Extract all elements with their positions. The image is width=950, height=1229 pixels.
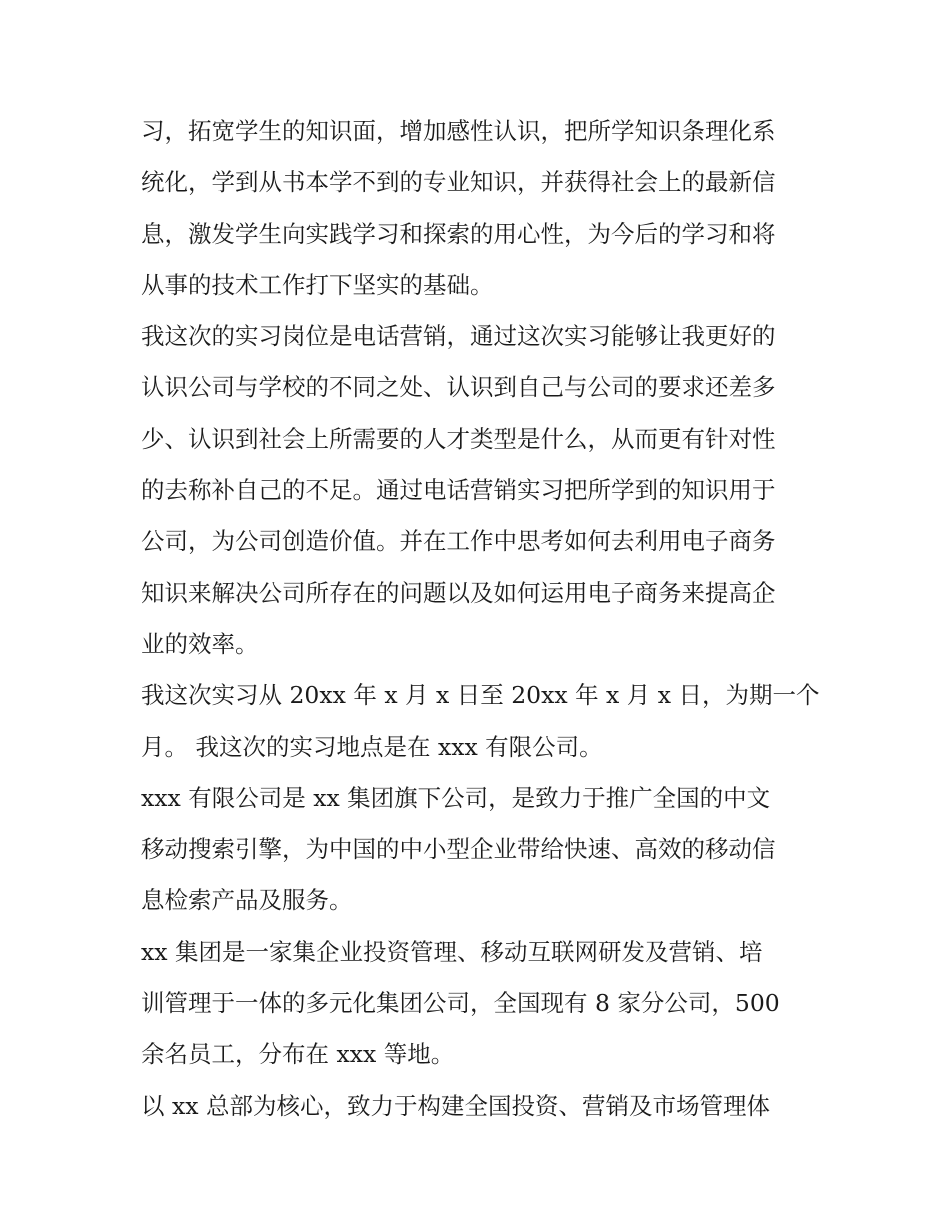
text-line-18: 训管理于一体的多元化集团公司，全国现有 8 家分公司，500 bbox=[141, 989, 780, 1018]
text-line-1: 习，拓宽学生的知识面，增加感性认识，把所学知识条理化系 bbox=[141, 117, 776, 145]
text-line-7: 少、认识到社会上所需要的人才类型是什么，从而更有针对性 bbox=[141, 424, 776, 453]
text-line-12: 我这次实习从 20xx 年 x 月 x 日至 20xx 年 x 月 x 日，为期一个 bbox=[141, 681, 820, 710]
text-line-17: xx 集团是一家集企业投资管理、移动互联网研发及营销、培 bbox=[141, 937, 763, 966]
document-body bbox=[141, 106, 821, 1132]
text-line-3: 息，激发学生向实践学习和探索的用心性，为今后的学习和将 bbox=[141, 219, 776, 248]
text-line-8: 的去称补自己的不足。通过电话营销实习把所学到的知识用于 bbox=[141, 476, 776, 505]
text-line-10: 知识来解决公司所存在的问题以及如何运用电子商务来提高企 bbox=[141, 578, 776, 607]
text-line-16: 息检索产品及服务。 bbox=[141, 886, 353, 915]
text-line-9: 公司，为公司创造价值。并在工作中思考如何去利用电子商务 bbox=[141, 527, 776, 556]
text-line-20: 以 xx 总部为核心，致力于构建全国投资、营销及市场管理体 bbox=[141, 1091, 770, 1120]
text-line-2: 统化，学到从书本学不到的专业知识，并获得社会上的最新信 bbox=[141, 168, 776, 197]
text-line-13: 月。 我这次的实习地点是在 xxx 有限公司。 bbox=[141, 732, 603, 761]
text-line-5: 我这次的实习岗位是电话营销，通过这次实习能够让我更好的 bbox=[141, 322, 776, 351]
text-line-14: xxx 有限公司是 xx 集团旗下公司，是致力于推广全国的中文 bbox=[141, 783, 771, 812]
text-line-11: 业的效率。 bbox=[141, 629, 259, 658]
text-line-15: 移动搜索引擎，为中国的中小型企业带给快速、高效的移动信 bbox=[141, 835, 776, 864]
text-line-6: 认识公司与学校的不同之处、认识到自己与公司的要求还差多 bbox=[141, 373, 776, 402]
text-line-19: 余名员工，分布在 xxx 等地。 bbox=[141, 1040, 455, 1069]
text-line-4: 从事的技术工作打下坚实的基础。 bbox=[141, 270, 494, 299]
